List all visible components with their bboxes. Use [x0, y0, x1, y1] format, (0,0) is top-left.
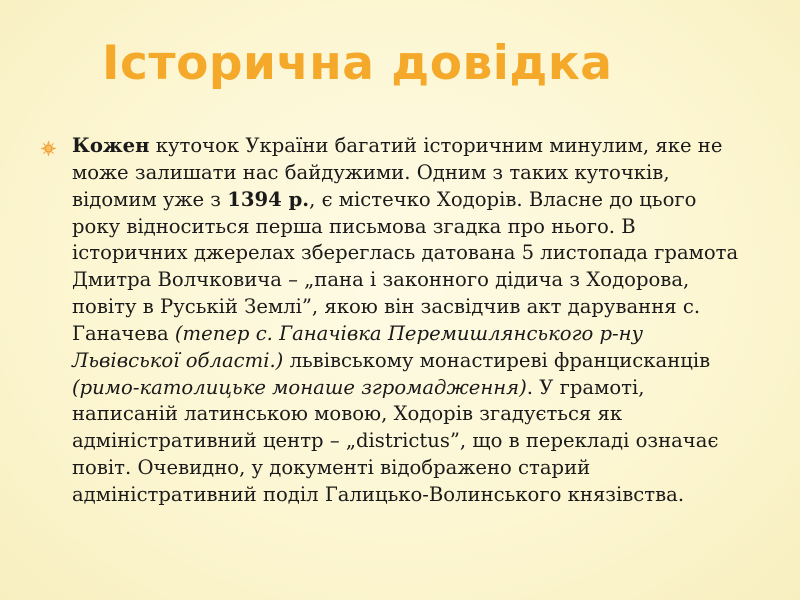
order-note: (римо-католицьке монаше згромадження) — [72, 375, 527, 399]
first-mention-year: 1394 р. — [227, 187, 310, 211]
lead-word: Кожен — [72, 134, 150, 157]
text-segment: куточок України багатий історичним минулим, яке не може залишати нас байдужими. Одним з таких куточків, відомим уже з — [72, 134, 723, 211]
sun-bullet-icon — [40, 140, 57, 157]
history-paragraph — [72, 133, 747, 509]
text-segment: . У грамоті, написаній латинською мовою, Ходорів згадується як адміністративний центр – „districtus”, що в перекладі означає повіт. Очевидно, у документі відображено старий адміністративний поділ Галицько-Волинського князівства. — [72, 375, 719, 506]
slide-title: Історична довідка — [102, 36, 613, 91]
text-segment: львівському монастиреві францисканців — [283, 348, 711, 372]
text-segment: , є містечко Ходорів. Власне до цього року відноситься перша письмова згадка про нього. В історичних джерелах збереглась датована 5 листопада грамота Дмитра Волчковича – „пана і законного дідича з Ходорова, повіту в Руській Землі”, якою він засвідчив акт дарування с. Ганачева — [72, 187, 739, 345]
village-note: (тепер с. Ганачівка Перемишлянського р-ну Львівської області.) — [72, 321, 643, 372]
